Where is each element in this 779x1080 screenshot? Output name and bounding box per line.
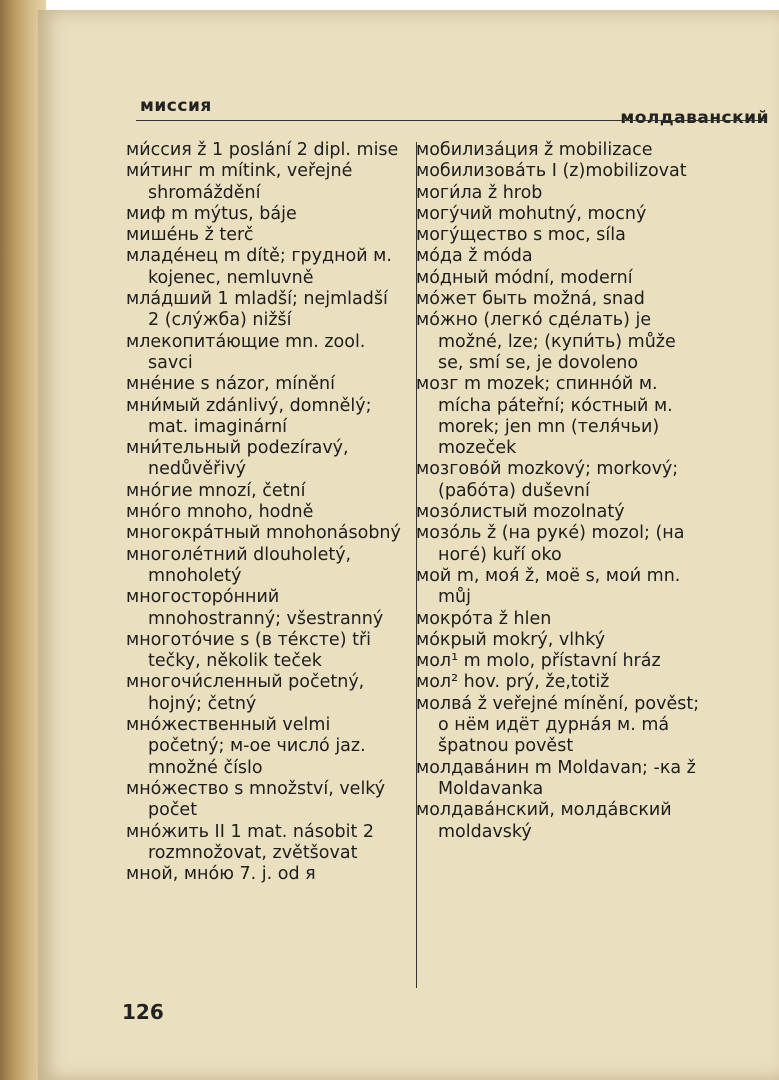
dictionary-entry: многокрáтный mnohonásobný (126, 523, 401, 544)
dictionary-entry: мнóжить II 1 mat. násobit 2 rozmnožovat, zvětšovat (126, 821, 375, 863)
dictionary-entry: мной, мнóю 7. j. od я (126, 864, 316, 885)
dictionary-entry: мни́мый zdánlivý, domnělý; mat. imaginární (126, 395, 372, 437)
dictionary-entry: мнóжество s množství, velký počet (126, 778, 386, 821)
dictionary-entry: млáдший 1 mladší; nejmladší 2 (слу́жба) nižší (126, 289, 388, 331)
right-column (416, 140, 706, 843)
dictionary-entry: мокрóта ž hlen (416, 608, 552, 629)
dictionary-entry: могу́щество s moc, síla (416, 225, 626, 246)
running-header-right: молдаванский (620, 108, 769, 128)
dictionary-entry: мнóгие mnozí, četní (126, 480, 306, 501)
dictionary-entry: мóдный módní, moderní (416, 267, 633, 288)
dictionary-entry: молдавáнский, молдáвский moldavský (416, 800, 672, 842)
dictionary-entry: моги́ла ž hrob (416, 182, 543, 203)
dictionary-entry: мни́тельный podezíravý, nedůvěřivý (126, 438, 349, 480)
dictionary-entry: многотóчие s (в тéксте) tři tečky, několik teček (126, 629, 371, 672)
dictionary-entry: мóжет быть možná, snad (416, 289, 645, 310)
dictionary-entry: младéнец m dítě; грудной м. kojenec, nemluvně (126, 246, 392, 288)
dictionary-entry: молвá ž veřejné mínění, pověst; о нём идёт дурнáя м. má špatnou pověst (416, 693, 700, 757)
dictionary-entry: могу́чий mohutný, mocný (416, 203, 647, 224)
dictionary-entry: млекопитáющие mn. zool. savci (126, 331, 366, 373)
left-column (126, 140, 404, 885)
dictionary-entry: мнóго mnoho, hodně (126, 502, 314, 523)
dictionary-entry: мозóлистый mozolnatý (416, 502, 625, 523)
dictionary-entry: мнóжественный velmi početný; м-ое числó jaz. množné číslo (126, 715, 366, 778)
header-rule (136, 120, 767, 121)
dictionary-entry: миф m mýtus, báje (126, 203, 297, 224)
page-number: 126 (122, 1000, 164, 1024)
dictionary-entry: мобилизовáть I (z)mobilizovat (416, 161, 687, 182)
dictionary-entry: мишéнь ž terč (126, 225, 254, 246)
dictionary-entry: мнéние s názor, mínění (126, 374, 335, 395)
dictionary-entry: мозóль ž (на рукé) mozol; (на ногé) kuří oko (416, 523, 685, 565)
dictionary-entry: молдавáнин m Moldavan; -ка ž Moldavanka (416, 757, 696, 799)
dictionary-entry: мозговóй mozkový; morkový; (рабóта) duševní (416, 459, 679, 501)
dictionary-entry: многосторóнний mnohostranný; všestranný (126, 587, 384, 629)
dictionary-entry: мóда ž móda (416, 246, 533, 267)
dictionary-entry: многочи́сленный početný, hojný; četný (126, 672, 365, 714)
dictionary-entry: мозг m mozek; спиннóй м. mícha páteřní; кóстный м. morek; jen mn (теля́чьи) mozeček (416, 374, 673, 459)
dictionary-entry: мол² hov. prý, že,totiž (416, 672, 610, 693)
dictionary-entry: мой m, моя́ ž, моё s, мои́ mn. můj (416, 565, 681, 608)
running-header-left: миссия (140, 96, 212, 116)
dictionary-entry: мóжно (легкó сдéлать) je možné, lze; (купи́ть) může se, smí se, je dovoleno (416, 310, 676, 373)
dictionary-entry: ми́ссия ž 1 poslání 2 dipl. mise (126, 140, 399, 160)
dictionary-entry: мобилизáция ž mobilizace (416, 140, 653, 160)
dictionary-entry: ми́тинг m mítink, veřejné shromáždění (126, 161, 353, 203)
dictionary-entry: мóкрый mokrý, vlhký (416, 629, 606, 650)
dictionary-entry: мол¹ m molo, přístavní hráz (416, 651, 661, 672)
dictionary-entry: многолéтний dlouholetý, mnoholetý (126, 544, 352, 586)
